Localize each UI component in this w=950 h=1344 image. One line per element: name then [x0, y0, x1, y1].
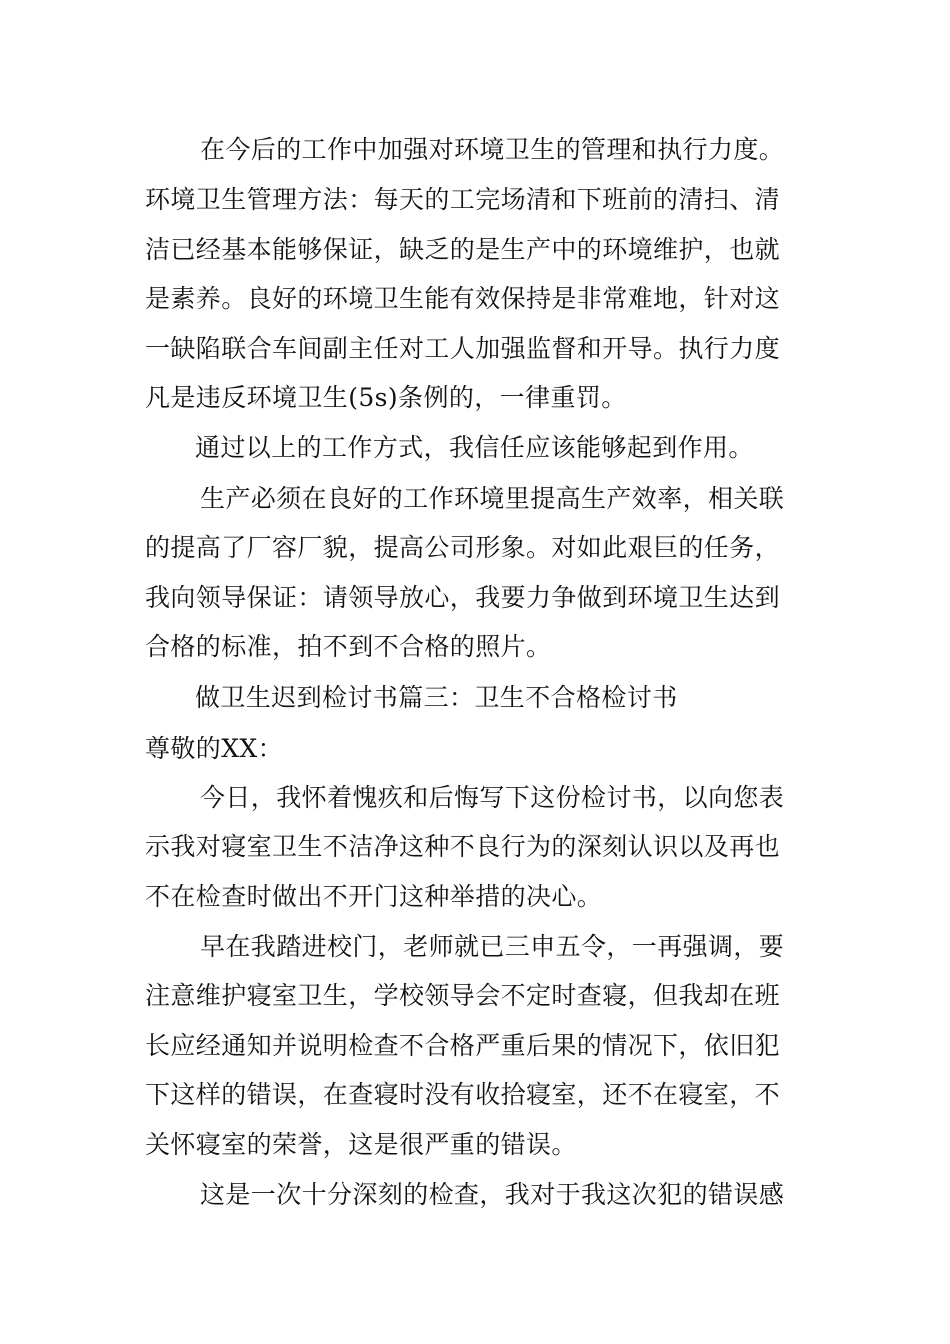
text-line: 长应经通知并说明检查不合格严重后果的情况下，依旧犯 [145, 1031, 781, 1060]
text-line: 通过以上的工作方式，我信任应该能够起到作用。 [195, 433, 754, 462]
text-line: 这是一次十分深刻的检查，我对于我这次犯的错误感 [200, 1180, 785, 1209]
text-line: 不在检查时做出不开门这种举措的决心。 [145, 882, 603, 911]
section-heading: 做卫生迟到检讨书篇三：卫生不合格检讨书 [195, 683, 678, 712]
text-line: 的提高了厂容厂貌，提高公司形象。对如此艰巨的任务， [145, 533, 781, 562]
salutation: 尊敬的XX： [145, 734, 283, 763]
text-line: 关怀寝室的荣誉，这是很严重的错误。 [145, 1130, 577, 1159]
text-line: 洁已经基本能够保证，缺乏的是生产中的环境维护，也就 [145, 235, 781, 264]
text-line: 注意维护寝室卫生，学校领导会不定时查寝，但我却在班 [145, 981, 781, 1010]
text-line: 我向领导保证：请领导放心，我要力争做到环境卫生达到 [145, 583, 781, 612]
text-line: 早在我踏进校门，老师就已三申五令，一再强调，要 [200, 932, 785, 961]
text-line: 合格的标准，拍不到不合格的照片。 [145, 632, 552, 661]
text-line: 在今后的工作中加强对环境卫生的管理和执行力度。 [200, 135, 785, 164]
text-line: 环境卫生管理方法：每天的工完场清和下班前的清扫、清 [145, 185, 781, 214]
text-line: 今日，我怀着愧疚和后悔写下这份检讨书，以向您表 [200, 783, 785, 812]
text-line: 凡是违反环境卫生(5s)条例的，一律重罚。 [145, 383, 627, 412]
text-line: 下这样的错误，在查寝时没有收拾寝室，还不在寝室，不 [145, 1080, 781, 1109]
text-line: 是素养。良好的环境卫生能有效保持是非常难地，针对这 [145, 284, 781, 313]
text-line: 示我对寝室卫生不洁净这种不良行为的深刻认识以及再也 [145, 832, 781, 861]
text-line: 一缺陷联合车间副主任对工人加强监督和开导。执行力度 [145, 334, 781, 363]
text-line: 生产必须在良好的工作环境里提高生产效率，相关联 [200, 484, 785, 513]
